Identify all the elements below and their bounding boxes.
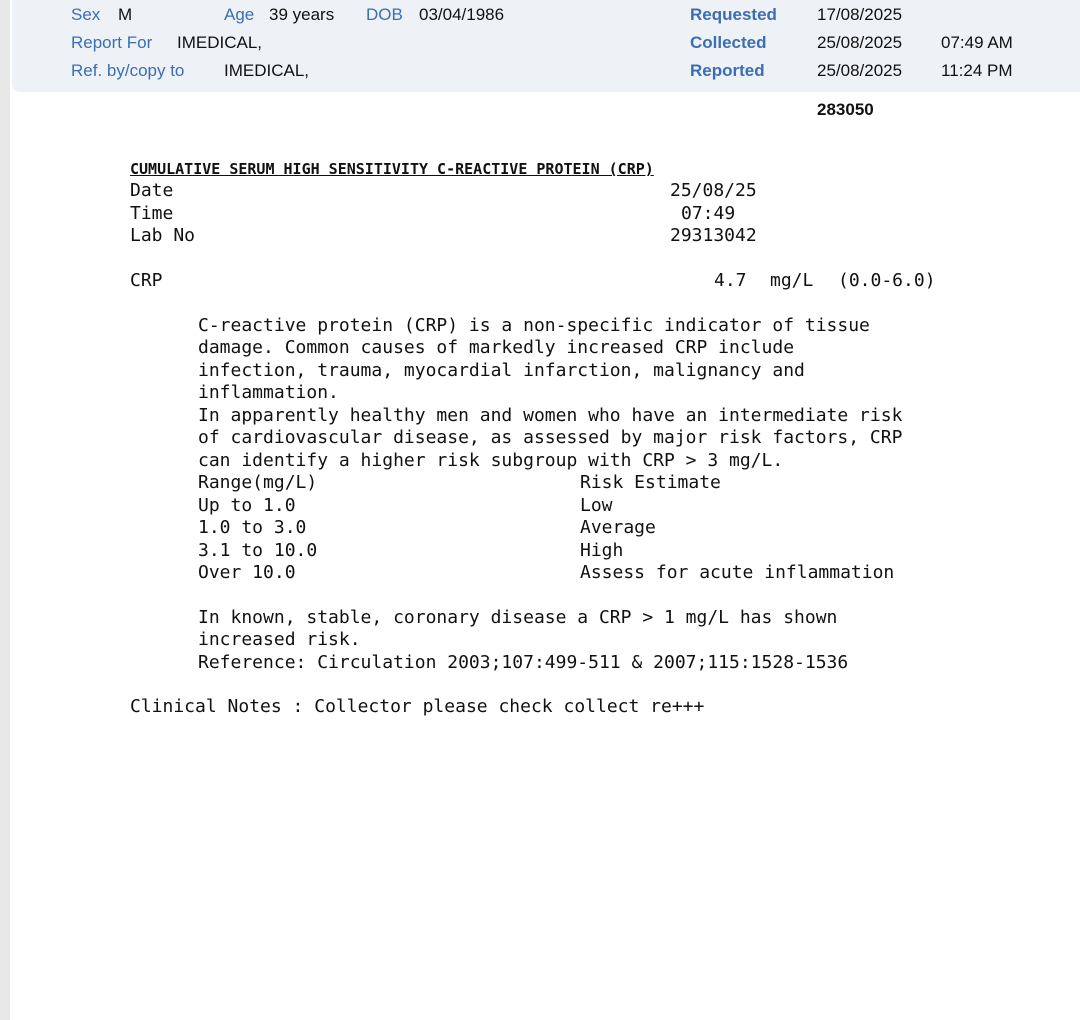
risk-row-estimate: Average — [580, 517, 656, 538]
requested-date: 17/08/2025 — [817, 5, 903, 24]
risk-table-header-range: Range(mg/L) — [198, 472, 318, 493]
sex-label: Sex — [71, 5, 101, 24]
risk-row-range: Up to 1.0 — [198, 495, 296, 516]
reference-line: Reference: Circulation 2003;107:499-511 & 2007;115:1528-1536 — [198, 652, 849, 673]
report-for-label: Report For — [71, 33, 153, 52]
report-id: 283050 — [817, 100, 874, 119]
clinical-notes: Clinical Notes : Collector please check collect re+++ — [130, 696, 705, 717]
comment-line: can identify a higher risk subgroup with CRP > 3 mg/L. — [198, 450, 784, 471]
collected-label: Collected — [690, 33, 767, 52]
dob-label: DOB — [366, 5, 403, 24]
comment-line: damage. Common causes of markedly increased CRP include — [198, 337, 795, 358]
risk-row-range: 3.1 to 10.0 — [198, 540, 318, 561]
time-value: 07:49 — [681, 203, 736, 224]
crp-unit: mg/L — [770, 270, 814, 291]
risk-table-header-risk: Risk Estimate — [580, 472, 721, 493]
sex-value: M — [118, 5, 133, 24]
labno-value: 29313042 — [670, 225, 757, 246]
dob-value: 03/04/1986 — [419, 5, 505, 24]
risk-row-estimate: Assess for acute inflammation — [580, 562, 895, 583]
risk-row-estimate: High — [580, 540, 624, 561]
risk-row-range: 1.0 to 3.0 — [198, 517, 307, 538]
requested-label: Requested — [690, 5, 777, 24]
crp-value: 4.7 — [714, 270, 747, 291]
age-label: Age — [224, 5, 255, 24]
crp-label: CRP — [130, 270, 163, 291]
date-label: Date — [130, 180, 174, 201]
collected-time: 07:49 AM — [941, 33, 1013, 52]
test-title: CUMULATIVE SERUM HIGH SENSITIVITY C-REACTIVE PROTEIN (CRP) — [130, 160, 654, 178]
report-page — [10, 0, 1080, 1020]
comment-line: C-reactive protein (CRP) is a non-specific indicator of tissue — [198, 315, 870, 336]
report-for-value: IMEDICAL, — [177, 33, 263, 52]
risk-row-range: Over 10.0 — [198, 562, 296, 583]
ref-label: Ref. by/copy to — [71, 61, 185, 80]
comment-line: In apparently healthy men and women who have an intermediate risk — [198, 405, 903, 426]
reported-time: 11:24 PM — [941, 61, 1013, 80]
risk-row-estimate: Low — [580, 495, 613, 516]
crp-range: (0.0-6.0) — [838, 270, 936, 291]
ref-value: IMEDICAL, — [224, 61, 310, 80]
comment-line: of cardiovascular disease, as assessed by major risk factors, CRP — [198, 427, 903, 448]
collected-date: 25/08/2025 — [817, 33, 903, 52]
footer-line: increased risk. — [198, 629, 361, 650]
footer-line: In known, stable, coronary disease a CRP > 1 mg/L has shown — [198, 607, 838, 628]
labno-label: Lab No — [130, 225, 196, 246]
comment-line: infection, trauma, myocardial infarction, malignancy and — [198, 360, 805, 381]
age-value: 39 years — [269, 5, 335, 24]
reported-date: 25/08/2025 — [817, 61, 903, 80]
reported-label: Reported — [690, 61, 765, 80]
date-value: 25/08/25 — [670, 180, 757, 201]
time-label: Time — [130, 203, 174, 224]
comment-line: inflammation. — [198, 382, 339, 403]
